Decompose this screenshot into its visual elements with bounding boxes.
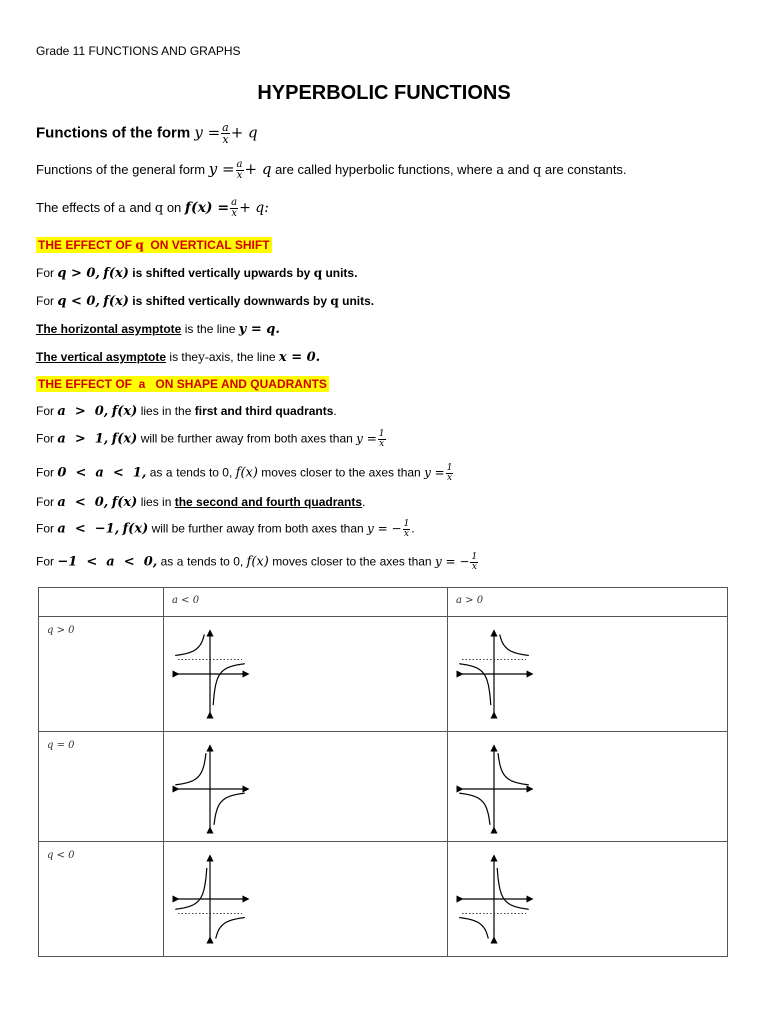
section-q-post: ON VERTICAL SHIFT — [150, 238, 270, 252]
a-m10-frac-den: x — [471, 562, 477, 572]
a-pos-fx: f(x) — [111, 404, 138, 419]
a-gt1-cond: a > 1, — [57, 431, 109, 447]
form-eq-tail: + q — [230, 123, 258, 142]
q-pos-fx: f(x) — [103, 266, 129, 281]
form-frac-den: x — [222, 133, 229, 146]
h-asym-eq: y = q. — [238, 322, 280, 337]
a-m10-text: tends to 0, — [187, 554, 244, 569]
graph-cell — [164, 617, 448, 732]
a-neg-text: lies in — [140, 495, 172, 509]
general-post: are called hyperbolic functions, where — [275, 162, 493, 177]
a-neg-cond: a < 0, — [57, 495, 109, 510]
form-fraction — [221, 122, 230, 145]
section-a-pre: THE EFFECT OF — [38, 377, 132, 391]
a-m10-eq: y = − — [434, 554, 470, 569]
a-ltm1-frac-num: 1 — [403, 519, 410, 529]
a-gt1-frac-den: x — [379, 439, 385, 449]
hyperbola-sketch — [452, 854, 536, 944]
hyperbola-sketch — [452, 744, 536, 834]
hyperbola-branch-left — [175, 868, 207, 909]
a-ltm1-fx: f(x) — [122, 521, 149, 537]
a-neg-end: . — [362, 495, 366, 509]
a-gt1-for: For — [36, 431, 54, 446]
effects-tail: + q: — [239, 199, 269, 216]
q-pos-end: units. — [325, 266, 358, 280]
general-fraction — [236, 160, 244, 181]
a-01-for: For — [36, 465, 54, 480]
q-neg-q: q — [330, 294, 339, 308]
effects-pre: The effects of — [36, 199, 115, 215]
table-row — [39, 732, 728, 842]
effects-fx: f(x) = — [184, 199, 230, 216]
v-asym-eq: x = 0. — [278, 350, 321, 365]
a-neg-fx: f(x) — [111, 495, 138, 510]
a-pos-end: . — [333, 404, 337, 418]
a-gt1-eq: y = — [356, 431, 377, 446]
a-ltm1-fraction — [403, 520, 411, 539]
form-eq-y: y = — [194, 123, 221, 142]
hyperbola-sketch — [168, 744, 252, 834]
a-ltm1-eq: y = − — [367, 521, 402, 536]
general-pre: Functions of the general form — [36, 162, 206, 177]
a-m10-as: as — [160, 554, 174, 569]
table-col-header — [448, 588, 728, 617]
page-title: HYPERBOLIC FUNCTIONS — [257, 82, 511, 104]
a-between-zero-one-line — [36, 464, 454, 483]
a-neg-for: For — [36, 495, 54, 509]
section-q-heading — [36, 238, 272, 252]
form-heading-text: Functions of the form — [36, 124, 191, 142]
section-a-heading — [36, 377, 329, 391]
a-ltm1-end: . — [411, 521, 415, 536]
a-01-text: tends to 0, — [176, 465, 233, 480]
table-header-row — [39, 588, 728, 617]
hyperbola-branch-right — [213, 664, 245, 705]
general-form-line — [36, 160, 627, 181]
hyperbola-branch-left — [175, 753, 206, 785]
hyperbola-branch-left — [175, 635, 204, 656]
h-asym-label: The horizontal asymptote — [36, 322, 182, 336]
a-negative-line — [36, 495, 365, 510]
table-corner-cell — [39, 588, 164, 617]
page-header: Grade 11 FUNCTIONS AND GRAPHS — [36, 44, 241, 58]
row-header-q-pos: q > 0 — [47, 625, 75, 636]
a-m10-fraction — [470, 553, 478, 572]
q-pos-text: is shifted vertically upwards by — [132, 266, 311, 280]
a-gt1-text: will be further away from both axes than — [140, 431, 353, 446]
v-asym-text: is the — [169, 350, 199, 364]
a-01-fx: f(x) — [235, 465, 258, 481]
a-01-frac-num: 1 — [446, 463, 453, 473]
hyperbola-sketch — [452, 629, 536, 719]
a-01-cond: 0 < a < 1, — [57, 465, 147, 481]
effects-q: q — [154, 200, 164, 216]
a-neg-bold: the second and fourth quadrants — [174, 495, 363, 509]
general-eq-tail: + q — [244, 160, 272, 178]
a-gt1-fraction — [378, 430, 386, 449]
q-neg-fx: f(x) — [103, 294, 129, 309]
hyperbola-branch-right — [500, 635, 529, 656]
a-m10-for: For — [36, 554, 54, 569]
hyperbola-branch-right — [497, 868, 529, 909]
hyperbola-branch-left — [459, 918, 488, 939]
general-end: are constants. — [544, 162, 627, 177]
a-m10-a: a — [176, 554, 184, 569]
q-neg-for: For — [36, 294, 54, 308]
q-pos-for: For — [36, 266, 54, 280]
a-pos-bold: first and third quadrants — [194, 404, 334, 418]
a-01-eq: y = — [424, 465, 445, 480]
col-header-a-neg: a < 0 — [172, 595, 200, 606]
v-asym-mid: -axis, the line — [204, 350, 276, 364]
general-and: and — [507, 162, 530, 177]
a-less-minus-one-line — [36, 520, 415, 539]
section-q-pre: THE EFFECT OF — [38, 238, 132, 252]
general-a: a — [496, 163, 504, 178]
a-greater-one-line — [36, 430, 387, 449]
q-negative-line — [36, 294, 374, 309]
section-a-var: a — [138, 377, 146, 391]
hyperbola-sketch — [168, 854, 252, 944]
vertical-asymptote-line — [36, 350, 320, 365]
graph-cell — [448, 842, 728, 957]
section-q-var: q — [135, 238, 144, 252]
a-m10-text2: moves closer to the axes than — [272, 554, 432, 569]
a-positive-line — [36, 404, 337, 419]
q-pos-cond: q > 0, — [57, 266, 100, 281]
effects-fraction — [230, 198, 238, 219]
q-neg-end: units. — [342, 294, 375, 308]
general-q: q — [532, 163, 542, 178]
a-m10-cond: −1 < a < 0, — [57, 554, 158, 570]
row-header-q-zero: q = 0 — [47, 740, 75, 751]
general-frac-den: x — [236, 170, 243, 182]
section-a-highlight — [36, 376, 329, 392]
v-asym-y: y — [198, 350, 205, 364]
v-asym-label: The vertical asymptote — [36, 350, 167, 364]
general-frac-num: a — [236, 159, 243, 171]
section-a-post: ON SHAPE AND QUADRANTS — [155, 377, 327, 391]
table-row-header — [39, 732, 164, 842]
h-asym-text: is the line — [184, 322, 236, 336]
a-gt1-fx: f(x) — [111, 431, 138, 447]
q-neg-text: is shifted vertically downwards by — [132, 294, 328, 308]
a-between-minus-one-zero-line — [36, 553, 479, 572]
a-pos-cond: a > 0, — [57, 404, 109, 419]
hyperbola-branch-right — [214, 793, 245, 825]
hyperbola-branch-right — [216, 918, 245, 939]
table-row — [39, 842, 728, 957]
hyperbola-sketch — [168, 629, 252, 719]
form-frac-num: a — [222, 121, 229, 134]
hyperbola-branch-right — [498, 753, 529, 785]
a-m10-frac-num: 1 — [471, 552, 478, 562]
a-m10-fx: f(x) — [246, 554, 269, 570]
q-pos-q: q — [313, 266, 323, 280]
table-col-header — [164, 588, 448, 617]
section-q-highlight — [36, 237, 272, 253]
effects-frac-den: x — [231, 208, 237, 219]
a-ltm1-for: For — [36, 521, 54, 536]
a-pos-for: For — [36, 404, 54, 418]
q-neg-cond: q < 0, — [57, 294, 100, 309]
effects-frac-num: a — [231, 197, 238, 208]
a-ltm1-text: will be further away from both axes than — [151, 521, 364, 536]
graph-cell — [164, 842, 448, 957]
a-01-text2: moves closer to the axes than — [261, 465, 421, 480]
a-gt1-frac-num: 1 — [378, 429, 385, 439]
a-01-fraction — [446, 464, 454, 483]
graph-cell — [448, 732, 728, 842]
a-ltm1-frac-den: x — [403, 529, 409, 539]
hyperbola-branch-left — [459, 664, 491, 705]
table-row-header — [39, 617, 164, 732]
graph-table — [38, 587, 728, 957]
table-row — [39, 617, 728, 732]
a-01-frac-den: x — [447, 473, 453, 483]
effects-a: a — [118, 200, 126, 216]
a-ltm1-cond: a < −1, — [57, 521, 120, 537]
table-row-header — [39, 842, 164, 957]
general-eq-y: y = — [208, 160, 235, 178]
a-01-a: a — [165, 465, 173, 480]
a-01-as: as — [149, 465, 163, 480]
col-header-a-pos: a > 0 — [456, 595, 484, 606]
q-positive-line — [36, 266, 357, 281]
row-header-q-neg: q < 0 — [47, 850, 75, 861]
effects-line — [36, 198, 269, 219]
form-heading — [36, 122, 258, 145]
hyperbola-branch-left — [459, 793, 490, 825]
graph-cell — [164, 732, 448, 842]
effects-on: on — [166, 199, 182, 215]
graph-cell — [448, 617, 728, 732]
a-pos-text: lies in the — [140, 404, 192, 418]
effects-and: and — [129, 199, 152, 215]
horizontal-asymptote-line — [36, 322, 280, 337]
